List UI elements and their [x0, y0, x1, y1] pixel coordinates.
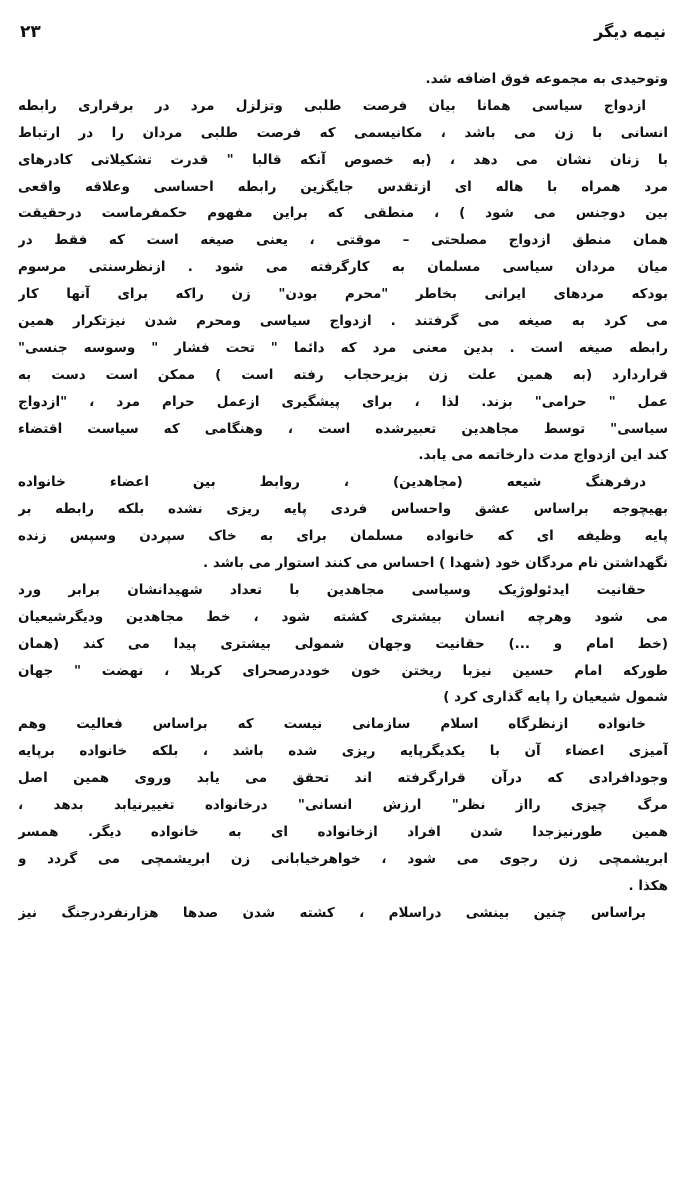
text-line: درفرهنگ شیعه (مجاهدین) ، روابط بین اعضاء خانواده [18, 474, 646, 491]
text-line: شمول شیعیان را پایه گذاری کرد ) [443, 689, 668, 706]
text-line: با زنان نشان می دهد ، (به خصوص آنکه قالبا " قدرت تشکیلاتی کادرهای [18, 151, 668, 168]
text-line: بین دوجنس می شود ) ، منطقی که براین مفهوم حکمفرماست درحقیقت [18, 205, 668, 222]
text-line: طورکه امام حسین نیزبا ریختن خون خوددرصحرای کربلا ، نهضت " جهان [18, 662, 668, 679]
text-line: قراردارد (به همین علت زن بزیرحجاب رفته است ) ممکن است دست به [18, 366, 668, 383]
text-line: مرگ چیزی رااز نظر" ارزش انسانی" درخانواده تغییرنیابد بدهد ، [18, 797, 668, 814]
text-line: ازدواج سیاسی همانا بیان فرصت طلبی وتزلزل مرد در برقراری رابطه [18, 97, 646, 114]
text-line: ابریشمچی زن رجوی می شود ، خواهرخیابانی زن ابریشمچی می گردد و [18, 850, 668, 867]
text-line: همان منطق ازدواج مصلحتی – موقتی ، یعنی صیغه است که فقط در [18, 232, 668, 249]
text-line: بودکه مردهای ایرانی بخاطر "محرم بودن" زن راکه برای آنها کار [18, 286, 668, 303]
text-line: عمل " حرامی" بزند. لذا ، برای پیشگیری ازعمل حرام مرد ، "ازدواج [18, 393, 668, 410]
text-line: وتوحیدی به مجموعه فوق اضافه شد. [425, 71, 668, 87]
text-line: آمیزی اعضاء آن با یکدیگرپایه ریزی شده باشد ، بلکه خانواده برپایه [18, 743, 668, 760]
text-line: وجودافرادی که درآن قرارگرفته اند تحقق می یابد وروی همین اصل [18, 770, 668, 787]
text-line: می کرد به صیغه می گرفتند . ازدواج سیاسی ومحرم شدن نیزتکرار همین [18, 313, 668, 330]
text-line: پایه وظیفه ای که خانواده مسلمان برای به خاک سپردن وسپس زنده [18, 528, 668, 545]
text-line: مرد همراه با هاله ای ازتقدس جایگزین رابطه احساسی وعلاقه واقعی [18, 178, 668, 195]
body-text [18, 66, 668, 927]
text-line: بهیچوجه براساس عشق واحساس فردی پایه ریزی نشده بلکه رابطه بر [18, 501, 668, 518]
page-header [20, 22, 666, 52]
text-line: خانواده ازنظرگاه اسلام سازمانی نیست که براساس فعالیت وهم [18, 716, 646, 733]
text-line: میان مردان سیاسی مسلمان به کارگرفته می شود . ازنظرسنتی مرسوم [18, 259, 668, 276]
text-line: حقانیت ایدئولوژیک وسیاسی مجاهدین با تعداد شهیدانشان برابر ورد [18, 581, 646, 598]
text-line: سیاسی" توسط مجاهدین تعبیرشده است ، وهنگامی که سیاست اقتضاء [18, 420, 668, 437]
text-line: انسانی با زن می باشد ، مکانیسمی که فرصت طلبی مردان را در ارتباط [18, 124, 668, 141]
text-line: هکذا . [628, 877, 668, 894]
page-number: ۲۳ [20, 22, 41, 42]
text-line: می شود وهرچه انسان بیشتری کشته شود ، خط مجاهدین ودیگرشیعیان [18, 608, 668, 625]
text-line: همین طورنیزجدا شدن افراد ازخانواده ای به خانواده دیگر. همسر [18, 823, 668, 840]
text-line: رابطه صیغه است . بدین معنی مرد که دائما " تحت فشار " وسوسه جنسی" [18, 339, 668, 356]
text-line: نگهداشتن نام مردگان خود (شهدا ) احساس می کنند استوار می باشد . [203, 555, 668, 572]
text-line: (خط امام و ...) حقانیت وجهان شمولی بیشتری پیدا می کند (همان [18, 635, 668, 652]
text-line: کند این ازدواج مدت دارخاتمه می یابد. [418, 447, 668, 464]
running-head: نیمه دیگر [593, 22, 666, 41]
text-line: براساس چنین بینشی دراسلام ، کشته شدن صدها هزارنفردرجنگ نیز [18, 904, 646, 921]
